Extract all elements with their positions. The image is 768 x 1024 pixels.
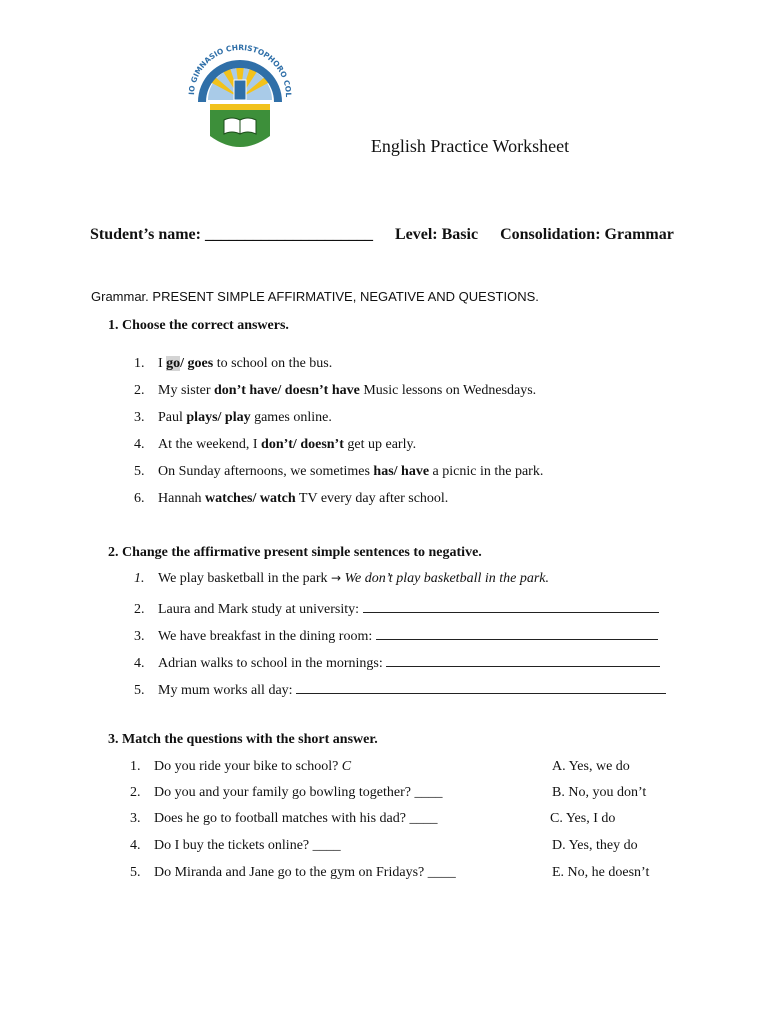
question-item[interactable]: 3. Does he go to football matches with his dad? ____ (130, 811, 438, 826)
worksheet-title: English Practice Worksheet (370, 136, 570, 156)
highlighted-choice: go (166, 356, 181, 371)
short-answer-b: B. No, you don’t (552, 785, 647, 800)
section-1-item[interactable]: 6. Hannah watches/ watch TV every day after school. (134, 491, 449, 506)
section-3-title: 3. Match the questions with the short answer. (108, 732, 378, 747)
section-1-item[interactable]: 4. At the weekend, I don’t/ doesn’t get up early. (134, 437, 417, 452)
level-label: Level: Basic (394, 226, 479, 243)
short-answer-e: E. No, he doesn’t (552, 865, 650, 880)
answer-line[interactable] (386, 652, 660, 667)
short-answer-c: C. Yes, I do (550, 811, 616, 826)
consolidation-label: Consolidation: Grammar (500, 226, 674, 243)
question-item[interactable]: 1. Do you ride your bike to school? C (130, 759, 352, 774)
grammar-topic: Grammar. PRESENT SIMPLE AFFIRMATIVE, NEGATIVE AND QUESTIONS. (91, 289, 539, 304)
section-1-item[interactable]: 3. Paul plays/ play games online. (134, 410, 332, 425)
section-2-item: 4. Adrian walks to school in the mornings: (134, 652, 660, 672)
logo-text: IO GIMNASIO CHRISTOPHORO COL (186, 42, 294, 98)
arrow-right-icon: → (331, 571, 342, 585)
answer-line[interactable] (296, 679, 666, 694)
question-item[interactable]: 5. Do Miranda and Jane go to the gym on Fridays? ____ (130, 865, 456, 880)
short-answer-a: A. Yes, we do (552, 759, 630, 774)
section-1-item[interactable]: 1. I go/ goes to school on the bus. (134, 356, 333, 371)
student-name-field[interactable]: Student’s name: _____________________ (90, 226, 373, 243)
student-info-line (90, 226, 674, 244)
section-2-example: 1. We play basketball in the park → We don’t play basketball in the park. (134, 571, 550, 586)
section-2-item: 2. Laura and Mark study at university: (134, 598, 659, 618)
question-item[interactable]: 2. Do you and your family go bowling together? ____ (130, 785, 443, 800)
answer-line[interactable] (363, 598, 659, 613)
section-1-title: 1. Choose the correct answers. (108, 318, 289, 333)
section-2-title: 2. Change the affirmative present simple sentences to negative. (108, 545, 482, 560)
question-item[interactable]: 4. Do I buy the tickets online? ____ (130, 838, 341, 853)
section-1-item[interactable]: 5. On Sunday afternoons, we sometimes has/ have a picnic in the park. (134, 464, 544, 479)
section-2-item: 5. My mum works all day: (134, 679, 666, 699)
section-1-item[interactable]: 2. My sister don’t have/ doesn’t have Music lessons on Wednesdays. (134, 383, 537, 398)
section-2-item: 3. We have breakfast in the dining room: (134, 625, 658, 645)
answer-line[interactable] (376, 625, 658, 640)
short-answer-d: D. Yes, they do (552, 838, 638, 853)
